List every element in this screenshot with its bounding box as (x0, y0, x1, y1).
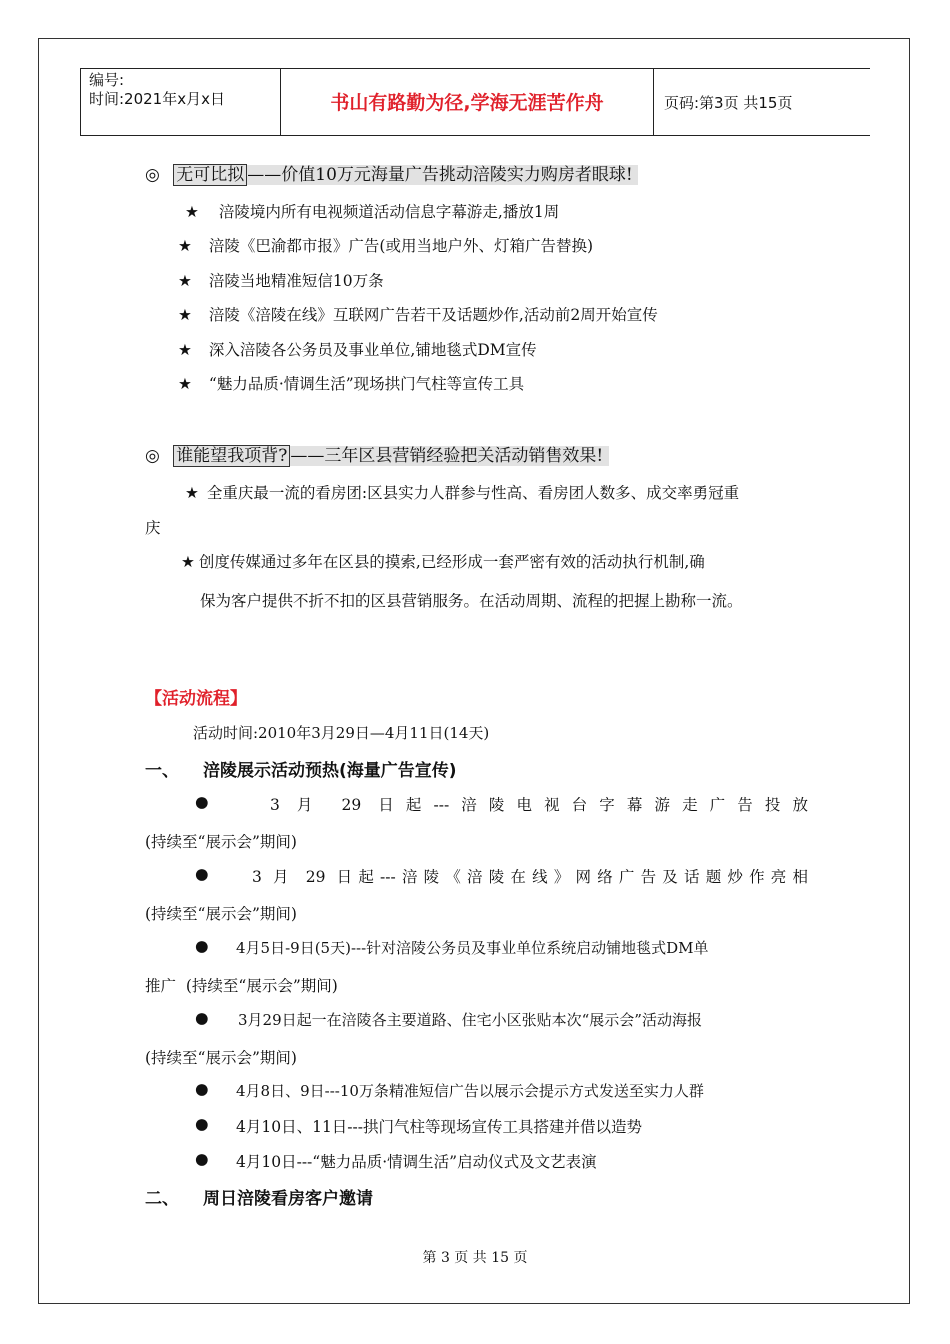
list-item-text: 4月8日、9日---10万条精准短信广告以展示会提示方式发送至实力人群 (236, 1082, 704, 1100)
list-item-cont: 推广 (持续至“展示会”期间) (145, 977, 338, 995)
section2-para2: ★ 创度传媒通过多年在区县的摸索,已经形成一套严密有效的活动执行机制,确 (181, 553, 705, 571)
time-label: 时间:2021年x月x日 (89, 90, 225, 108)
list-item: ★ 涪陵当地精准短信10万条 (178, 272, 384, 290)
part2-title: 周日涪陵看房客户邀请 (203, 1189, 373, 1209)
header-page-info: 页码:第3页 共15页 (664, 94, 793, 112)
list-item-text: 4月5日-9日(5天)---针对涪陵公务员及事业单位系统启动铺地毯式DM单 (236, 939, 709, 957)
list-item: ● (195, 793, 209, 811)
section1-subtitle: ——价值10万元海量广告挑动涪陵实力购房者眼球! (247, 165, 633, 185)
page-header (80, 68, 870, 136)
list-item-cont: (持续至“展示会”期间) (145, 833, 297, 851)
list-item: ★ 涪陵《巴渝都市报》广告(或用当地户外、灯箱广告替换) (178, 237, 594, 255)
number-label: 编号: (89, 71, 125, 89)
section2-heading (145, 441, 609, 466)
section1-marker: ◎ (145, 165, 160, 185)
list-item-text: 4月10日、11日---拱门气柱等现场宣传工具搭建并借以造势 (236, 1118, 643, 1136)
list-item-text: 3 月 29 日起---涪陵《涪陵在线》网络广告及话题炒作亮相 (252, 868, 808, 886)
section1-title: 无可比拟 (173, 164, 247, 186)
process-heading: 【活动流程】 (145, 689, 247, 709)
part2-heading (145, 1184, 373, 1209)
header-meta (80, 69, 281, 135)
list-item: ● (195, 865, 209, 883)
list-item: ● (195, 1009, 209, 1027)
list-item-cont: (持续至“展示会”期间) (145, 1049, 297, 1067)
list-item: ● (195, 937, 209, 955)
list-item-cont: (持续至“展示会”期间) (145, 905, 297, 923)
part1-title: 涪陵展示活动预热(海量广告宣传) (203, 761, 457, 781)
list-item: ● (195, 1080, 209, 1098)
list-item: ★ “魅力品质·情调生活”现场拱门气柱等宣传工具 (178, 375, 525, 393)
list-item: ★ 涪陵《涪陵在线》互联网广告若干及话题炒作,活动前2周开始宣传 (178, 306, 658, 324)
list-item: ★ 深入涪陵各公务员及事业单位,铺地毯式DM宣传 (178, 341, 537, 359)
page-footer: 第 3 页 共 15 页 (422, 1250, 528, 1266)
section2-para2-cont: 保为客户提供不折不扣的区县营销服务。在活动周期、流程的把握上勘称一流。 (200, 592, 743, 610)
list-item: ● (195, 1150, 209, 1168)
list-item: ★ 涪陵境内所有电视频道活动信息字幕游走,播放1周 (185, 203, 560, 221)
part1-heading (145, 756, 457, 781)
list-item-text: 3月29日起一在涪陵各主要道路、住宅小区张贴本次“展示会”活动海报 (238, 1011, 702, 1029)
process-time: 活动时间:2010年3月29日—4月11日(14天) (193, 724, 490, 742)
part1-number: 一、 (145, 761, 179, 781)
section2-subtitle: ——三年区县营销经验把关活动销售效果! (290, 446, 604, 466)
section2-title: 谁能望我项背? (173, 445, 290, 467)
section2-para1-cont: 庆 (145, 519, 161, 537)
part2-number: 二、 (145, 1189, 179, 1209)
section2-marker: ◎ (145, 446, 160, 466)
header-motto: 书山有路勤为径,学海无涯苦作舟 (281, 69, 654, 135)
list-item-text: 4月10日---“魅力品质·情调生活”启动仪式及文艺表演 (236, 1153, 597, 1171)
section1-heading (145, 160, 638, 185)
section2-para1: ★ 全重庆最一流的看房团:区县实力人群参与性高、看房团人数多、成交率勇冠重 (185, 484, 740, 502)
list-item-text: 3 月 29 日起---涪陵电视台字幕游走广告投放 (270, 796, 808, 814)
list-item: ● (195, 1115, 209, 1133)
